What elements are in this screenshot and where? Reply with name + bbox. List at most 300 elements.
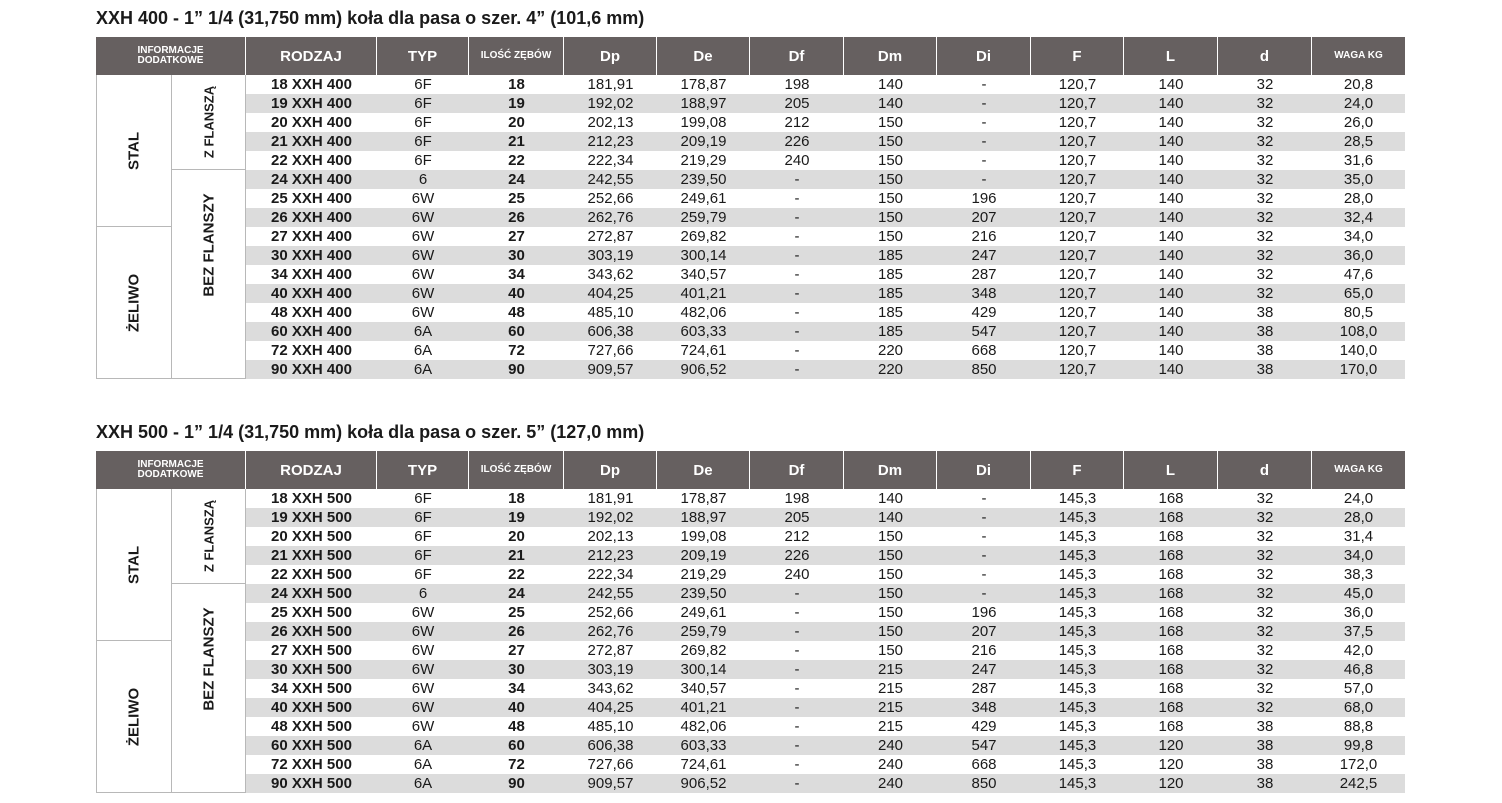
table-row xyxy=(246,660,1405,679)
cell-f: 120,7 xyxy=(1058,76,1097,93)
cell-dp: 272,87 xyxy=(587,228,634,245)
cell-df: - xyxy=(794,737,800,754)
cell-f: 120,7 xyxy=(1058,95,1097,112)
cell-d: 38 xyxy=(1256,342,1274,359)
cell-df: - xyxy=(794,190,800,207)
cell-dm: 220 xyxy=(877,361,904,378)
cell-f: 120,7 xyxy=(1058,323,1097,340)
cell-dm: 240 xyxy=(877,756,904,773)
material-label-stal xyxy=(96,75,172,227)
cell-waga: 47,6 xyxy=(1343,266,1374,283)
table-row xyxy=(246,603,1405,622)
cell-de: 603,33 xyxy=(680,737,727,754)
cell-de: 219,29 xyxy=(680,152,727,169)
cell-rodzaj: 26 XXH 400 xyxy=(271,209,352,226)
cell-typ: 6A xyxy=(413,775,433,792)
cell-waga: 140,0 xyxy=(1339,342,1378,359)
cell-d: 32 xyxy=(1256,528,1274,545)
cell-df: 226 xyxy=(784,133,810,150)
cell-de: 401,21 xyxy=(680,699,727,716)
cell-typ: 6W xyxy=(411,247,435,264)
cell-waga: 28,0 xyxy=(1343,509,1374,526)
cell-di: - xyxy=(981,95,987,112)
cell-ilosc-zebow: 22 xyxy=(508,566,525,583)
cell-l: 168 xyxy=(1158,547,1184,564)
table-row xyxy=(246,208,1405,227)
cell-ilosc-zebow: 18 xyxy=(508,490,525,507)
cell-typ: 6F xyxy=(414,490,432,507)
cell-dm: 240 xyxy=(877,775,904,792)
cell-typ: 6F xyxy=(414,114,432,131)
cell-waga: 24,0 xyxy=(1343,490,1374,507)
cell-df: - xyxy=(794,228,800,245)
cell-rodzaj: 18 XXH 500 xyxy=(271,490,352,507)
cell-df: 240 xyxy=(784,566,810,583)
header-ilosc-zebow: ILOŚĆ ZĘBÓW xyxy=(469,37,564,75)
cell-di: 247 xyxy=(971,247,997,264)
cell-l: 168 xyxy=(1158,490,1184,507)
cell-df: - xyxy=(794,642,800,659)
cell-dm: 150 xyxy=(877,623,904,640)
flange-text: BEZ FLANSZY xyxy=(200,607,217,711)
cell-de: 482,06 xyxy=(680,718,727,735)
cell-rodzaj: 30 XXH 500 xyxy=(271,661,352,678)
cell-l: 120 xyxy=(1158,756,1184,773)
cell-l: 168 xyxy=(1158,642,1184,659)
header-di: Di xyxy=(937,37,1031,75)
cell-df: - xyxy=(794,304,800,321)
cell-f: 145,3 xyxy=(1058,756,1097,773)
cell-dm: 140 xyxy=(877,509,904,526)
data-table xyxy=(96,37,1405,379)
header-typ: TYP xyxy=(377,451,469,489)
cell-l: 140 xyxy=(1158,190,1184,207)
table-header xyxy=(96,37,1405,75)
cell-waga: 36,0 xyxy=(1343,247,1374,264)
cell-f: 145,3 xyxy=(1058,490,1097,507)
cell-f: 145,3 xyxy=(1058,623,1097,640)
cell-dp: 181,91 xyxy=(587,490,634,507)
cell-rodzaj: 27 XXH 500 xyxy=(271,642,352,659)
cell-di: 216 xyxy=(971,642,997,659)
cell-d: 32 xyxy=(1256,76,1274,93)
cell-ilosc-zebow: 34 xyxy=(508,266,525,283)
material-label-stal xyxy=(96,489,172,641)
cell-l: 168 xyxy=(1158,699,1184,716)
cell-typ: 6F xyxy=(414,509,432,526)
cell-dm: 150 xyxy=(877,585,904,602)
cell-waga: 242,5 xyxy=(1339,775,1378,792)
cell-di: - xyxy=(981,152,987,169)
cell-d: 38 xyxy=(1256,756,1274,773)
cell-d: 32 xyxy=(1256,190,1274,207)
cell-de: 188,97 xyxy=(680,95,727,112)
flange-text: Z FLANSZĄ xyxy=(201,499,216,573)
cell-d: 32 xyxy=(1256,642,1274,659)
cell-dp: 252,66 xyxy=(587,604,634,621)
cell-rodzaj: 40 XXH 400 xyxy=(271,285,352,302)
cell-de: 269,82 xyxy=(680,228,727,245)
cell-di: 348 xyxy=(971,285,997,302)
cell-l: 140 xyxy=(1158,247,1184,264)
cell-dm: 185 xyxy=(877,323,904,340)
cell-ilosc-zebow: 24 xyxy=(508,171,525,188)
cell-waga: 99,8 xyxy=(1343,737,1374,754)
table-header xyxy=(96,451,1405,489)
cell-de: 199,08 xyxy=(680,528,727,545)
cell-di: - xyxy=(981,490,987,507)
cell-dp: 606,38 xyxy=(587,737,634,754)
cell-typ: 6W xyxy=(411,209,435,226)
cell-dp: 242,55 xyxy=(587,585,634,602)
cell-rodzaj: 72 XXH 400 xyxy=(271,342,352,359)
cell-l: 140 xyxy=(1158,228,1184,245)
cell-waga: 57,0 xyxy=(1343,680,1374,697)
cell-rodzaj: 19 XXH 400 xyxy=(271,95,352,112)
cell-f: 120,7 xyxy=(1058,361,1097,378)
cell-f: 145,3 xyxy=(1058,775,1097,792)
cell-d: 32 xyxy=(1256,604,1274,621)
cell-de: 340,57 xyxy=(680,266,727,283)
cell-typ: 6W xyxy=(411,228,435,245)
cell-dp: 202,13 xyxy=(587,528,634,545)
cell-di: 207 xyxy=(971,209,997,226)
cell-waga: 24,0 xyxy=(1343,95,1374,112)
material-label-zeliwo xyxy=(96,641,172,793)
cell-typ: 6W xyxy=(411,285,435,302)
cell-ilosc-zebow: 26 xyxy=(508,623,525,640)
cell-dm: 140 xyxy=(877,490,904,507)
header-waga: WAGA KG xyxy=(1334,50,1383,61)
cell-f: 120,7 xyxy=(1058,304,1097,321)
cell-di: - xyxy=(981,566,987,583)
cell-di: 429 xyxy=(971,304,997,321)
header-dp: Dp xyxy=(564,451,657,489)
table-row xyxy=(246,527,1405,546)
cell-df: - xyxy=(794,775,800,792)
cell-de: 482,06 xyxy=(680,304,727,321)
cell-f: 120,7 xyxy=(1058,247,1097,264)
cell-f: 120,7 xyxy=(1058,114,1097,131)
header-dp: Dp xyxy=(564,37,657,75)
cell-d: 32 xyxy=(1256,547,1274,564)
flange-label-bez-flanszy xyxy=(172,170,246,379)
cell-df: - xyxy=(794,623,800,640)
cell-typ: 6W xyxy=(411,699,435,716)
cell-d: 32 xyxy=(1256,509,1274,526)
table-row xyxy=(246,265,1405,284)
cell-ilosc-zebow: 19 xyxy=(508,509,525,526)
table-title: XXH 500 - 1” 1/4 (31,750 mm) koła dla pasa o szer. 5” (127,0 mm) xyxy=(96,422,645,442)
material-text: STAL xyxy=(125,545,143,584)
cell-dm: 150 xyxy=(877,190,904,207)
cell-df: - xyxy=(794,361,800,378)
cell-ilosc-zebow: 48 xyxy=(508,304,525,321)
cell-l: 140 xyxy=(1158,114,1184,131)
table-row xyxy=(246,189,1405,208)
cell-df: 240 xyxy=(784,152,810,169)
cell-de: 269,82 xyxy=(680,642,727,659)
material-text: ŻELIWO xyxy=(125,273,143,332)
cell-typ: 6 xyxy=(418,585,428,602)
cell-typ: 6W xyxy=(411,661,435,678)
table-body xyxy=(96,489,1405,793)
cell-df: 205 xyxy=(784,509,810,526)
cell-ilosc-zebow: 72 xyxy=(508,756,525,773)
table-row xyxy=(246,227,1405,246)
cell-typ: 6W xyxy=(411,680,435,697)
cell-dm: 150 xyxy=(877,152,904,169)
cell-dm: 185 xyxy=(877,285,904,302)
cell-dp: 192,02 xyxy=(587,509,634,526)
cell-d: 38 xyxy=(1256,737,1274,754)
cell-d: 38 xyxy=(1256,323,1274,340)
cell-typ: 6W xyxy=(411,718,435,735)
header-df: Df xyxy=(750,451,844,489)
cell-d: 32 xyxy=(1256,152,1274,169)
cell-dm: 215 xyxy=(877,661,904,678)
cell-di: - xyxy=(981,133,987,150)
cell-waga: 46,8 xyxy=(1343,661,1374,678)
cell-di: 547 xyxy=(971,737,997,754)
cell-rodzaj: 72 XXH 500 xyxy=(271,756,352,773)
cell-dp: 212,23 xyxy=(587,133,634,150)
cell-dp: 343,62 xyxy=(587,266,634,283)
cell-df: 198 xyxy=(784,76,810,93)
header-d: d xyxy=(1218,451,1312,489)
cell-di: 247 xyxy=(971,661,997,678)
cell-dm: 215 xyxy=(877,699,904,716)
cell-de: 209,19 xyxy=(680,547,727,564)
cell-typ: 6A xyxy=(413,323,433,340)
cell-di: 547 xyxy=(971,323,997,340)
table-row xyxy=(246,717,1405,736)
material-text: ŻELIWO xyxy=(125,687,143,746)
cell-typ: 6F xyxy=(414,566,432,583)
table-row xyxy=(246,546,1405,565)
cell-dp: 252,66 xyxy=(587,190,634,207)
header-df: Df xyxy=(750,37,844,75)
material-text: STAL xyxy=(125,131,143,170)
cell-dp: 222,34 xyxy=(587,152,634,169)
cell-di: 207 xyxy=(971,623,997,640)
cell-rodzaj: 27 XXH 400 xyxy=(271,228,352,245)
cell-ilosc-zebow: 21 xyxy=(508,133,525,150)
cell-dp: 404,25 xyxy=(587,285,634,302)
cell-de: 199,08 xyxy=(680,114,727,131)
cell-df: - xyxy=(794,209,800,226)
cell-di: 196 xyxy=(971,190,997,207)
cell-f: 120,7 xyxy=(1058,285,1097,302)
header-dm: Dm xyxy=(844,37,937,75)
cell-l: 140 xyxy=(1158,95,1184,112)
cell-l: 140 xyxy=(1158,342,1184,359)
table-body xyxy=(96,75,1405,379)
cell-dm: 215 xyxy=(877,680,904,697)
cell-de: 188,97 xyxy=(680,509,727,526)
cell-l: 140 xyxy=(1158,323,1184,340)
cell-di: 668 xyxy=(971,342,997,359)
cell-de: 209,19 xyxy=(680,133,727,150)
cell-dp: 485,10 xyxy=(587,718,634,735)
cell-dm: 150 xyxy=(877,133,904,150)
cell-f: 120,7 xyxy=(1058,152,1097,169)
cell-d: 32 xyxy=(1256,266,1274,283)
cell-di: - xyxy=(981,585,987,602)
cell-f: 145,3 xyxy=(1058,566,1097,583)
cell-df: 226 xyxy=(784,547,810,564)
cell-f: 120,7 xyxy=(1058,190,1097,207)
cell-d: 32 xyxy=(1256,285,1274,302)
cell-de: 300,14 xyxy=(680,661,727,678)
cell-ilosc-zebow: 27 xyxy=(508,642,525,659)
cell-dm: 150 xyxy=(877,604,904,621)
table-row xyxy=(246,774,1405,793)
cell-dp: 242,55 xyxy=(587,171,634,188)
cell-rodzaj: 21 XXH 500 xyxy=(271,547,352,564)
table-row xyxy=(246,698,1405,717)
cell-rodzaj: 90 XXH 500 xyxy=(271,775,352,792)
flange-label-bez-flanszy xyxy=(172,584,246,793)
cell-de: 259,79 xyxy=(680,623,727,640)
cell-ilosc-zebow: 48 xyxy=(508,718,525,735)
cell-f: 145,3 xyxy=(1058,737,1097,754)
cell-ilosc-zebow: 20 xyxy=(508,114,525,131)
cell-ilosc-zebow: 20 xyxy=(508,528,525,545)
cell-l: 140 xyxy=(1158,209,1184,226)
cell-ilosc-zebow: 40 xyxy=(508,285,525,302)
cell-dm: 220 xyxy=(877,342,904,359)
cell-d: 32 xyxy=(1256,209,1274,226)
table-row xyxy=(246,151,1405,170)
cell-rodzaj: 30 XXH 400 xyxy=(271,247,352,264)
cell-waga: 68,0 xyxy=(1343,699,1374,716)
cell-l: 168 xyxy=(1158,585,1184,602)
table-row xyxy=(246,584,1405,603)
cell-f: 145,3 xyxy=(1058,680,1097,697)
cell-rodzaj: 20 XXH 500 xyxy=(271,528,352,545)
cell-rodzaj: 26 XXH 500 xyxy=(271,623,352,640)
cell-typ: 6W xyxy=(411,623,435,640)
cell-dp: 404,25 xyxy=(587,699,634,716)
header-d: d xyxy=(1218,37,1312,75)
cell-di: 429 xyxy=(971,718,997,735)
cell-typ: 6F xyxy=(414,95,432,112)
cell-dp: 262,76 xyxy=(587,623,634,640)
cell-ilosc-zebow: 24 xyxy=(508,585,525,602)
cell-typ: 6F xyxy=(414,152,432,169)
cell-rodzaj: 40 XXH 500 xyxy=(271,699,352,716)
cell-waga: 108,0 xyxy=(1339,323,1378,340)
cell-dm: 150 xyxy=(877,642,904,659)
cell-l: 140 xyxy=(1158,76,1184,93)
table-row xyxy=(246,679,1405,698)
cell-ilosc-zebow: 90 xyxy=(508,775,525,792)
cell-f: 145,3 xyxy=(1058,585,1097,602)
table-row xyxy=(246,508,1405,527)
cell-waga: 31,6 xyxy=(1343,152,1374,169)
cell-di: - xyxy=(981,114,987,131)
cell-waga: 38,3 xyxy=(1343,566,1374,583)
header-de: De xyxy=(657,37,750,75)
cell-l: 168 xyxy=(1158,528,1184,545)
cell-f: 145,3 xyxy=(1058,642,1097,659)
cell-df: - xyxy=(794,585,800,602)
cell-typ: 6A xyxy=(413,361,433,378)
cell-di: 287 xyxy=(971,266,997,283)
table-row xyxy=(246,303,1405,322)
table-row xyxy=(246,322,1405,341)
table-row xyxy=(246,565,1405,584)
cell-l: 168 xyxy=(1158,623,1184,640)
header-typ: TYP xyxy=(377,37,469,75)
cell-dp: 303,19 xyxy=(587,247,634,264)
cell-dp: 222,34 xyxy=(587,566,634,583)
table-row xyxy=(246,246,1405,265)
cell-rodzaj: 20 XXH 400 xyxy=(271,114,352,131)
cell-dp: 727,66 xyxy=(587,342,634,359)
cell-dp: 727,66 xyxy=(587,756,634,773)
cell-d: 32 xyxy=(1256,566,1274,583)
cell-di: - xyxy=(981,171,987,188)
table-title: XXH 400 - 1” 1/4 (31,750 mm) koła dla pasa o szer. 4” (101,6 mm) xyxy=(96,8,645,28)
header-l: L xyxy=(1124,451,1218,489)
cell-l: 168 xyxy=(1158,661,1184,678)
header-ilosc-zebow: ILOŚĆ ZĘBÓW xyxy=(469,451,564,489)
cell-di: 196 xyxy=(971,604,997,621)
cell-dp: 909,57 xyxy=(587,775,634,792)
cell-waga: 32,4 xyxy=(1343,209,1374,226)
cell-waga: 80,5 xyxy=(1343,304,1374,321)
cell-de: 340,57 xyxy=(680,680,727,697)
cell-f: 145,3 xyxy=(1058,604,1097,621)
cell-ilosc-zebow: 22 xyxy=(508,152,525,169)
cell-typ: 6W xyxy=(411,190,435,207)
cell-d: 32 xyxy=(1256,680,1274,697)
cell-dp: 272,87 xyxy=(587,642,634,659)
cell-de: 249,61 xyxy=(680,604,727,621)
cell-dm: 150 xyxy=(877,566,904,583)
cell-di: - xyxy=(981,509,987,526)
cell-di: - xyxy=(981,547,987,564)
cell-waga: 170,0 xyxy=(1339,361,1378,378)
cell-l: 140 xyxy=(1158,285,1184,302)
cell-typ: 6F xyxy=(414,528,432,545)
cell-dp: 606,38 xyxy=(587,323,634,340)
cell-dp: 909,57 xyxy=(587,361,634,378)
cell-waga: 20,8 xyxy=(1343,76,1374,93)
cell-typ: 6W xyxy=(411,304,435,321)
cell-ilosc-zebow: 60 xyxy=(508,737,525,754)
cell-dm: 150 xyxy=(877,228,904,245)
cell-l: 120 xyxy=(1158,737,1184,754)
cell-ilosc-zebow: 90 xyxy=(508,361,525,378)
cell-d: 32 xyxy=(1256,661,1274,678)
cell-l: 168 xyxy=(1158,509,1184,526)
cell-de: 401,21 xyxy=(680,285,727,302)
cell-waga: 31,4 xyxy=(1343,528,1374,545)
cell-dp: 212,23 xyxy=(587,547,634,564)
header-rodzaj: RODZAJ xyxy=(246,451,377,489)
cell-f: 145,3 xyxy=(1058,528,1097,545)
cell-waga: 172,0 xyxy=(1339,756,1378,773)
cell-de: 259,79 xyxy=(680,209,727,226)
cell-rodzaj: 19 XXH 500 xyxy=(271,509,352,526)
data-table xyxy=(96,451,1405,793)
cell-df: - xyxy=(794,323,800,340)
cell-waga: 45,0 xyxy=(1343,585,1374,602)
cell-f: 145,3 xyxy=(1058,718,1097,735)
